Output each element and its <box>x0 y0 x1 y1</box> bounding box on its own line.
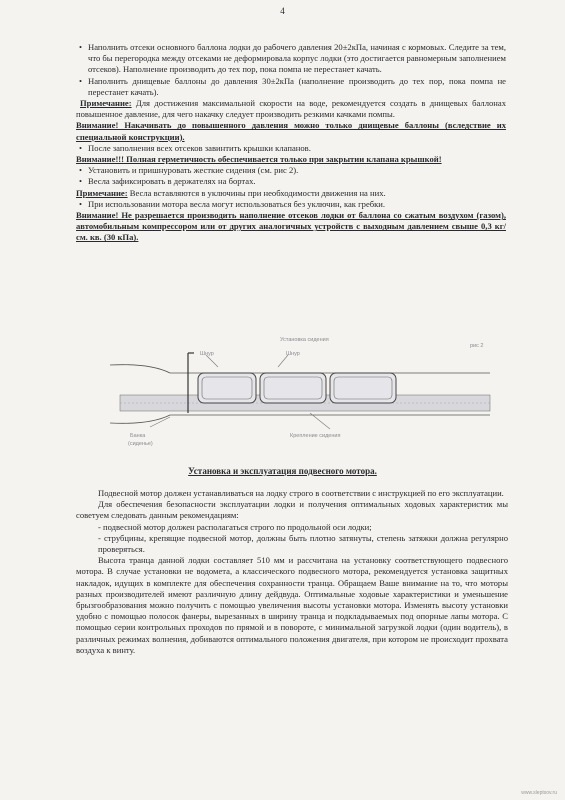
bullet-oars-as-paddles: • При использовании мотора весла могут использоваться без уключин, как гребки. <box>76 199 506 210</box>
diagram-label-shnur-2: Шнур <box>286 351 300 357</box>
seat-installation-diagram <box>110 333 500 463</box>
diagram-label-banka-2: (сиденье) <box>128 441 153 447</box>
para-transom-height: Высота транца данной лодки составляет 510 мм и рассчитана на установку соответствующего подвесного мотора. В случае установки не водомета, а классического подвесного мотора, рекомендуется установка защитных накладок, идущих в комплекте для обеспечения сохранности транца. Обращаем Ваше внимание на то, что моторы разных производителей имеют различную длину дейдвуда. Оптимальные ходовые характеристики и уменьшение брызгообразования можно получить с помощью увеличения высоты установки мотора. Изменять высоту установки удобно с помощью полосок фанеры, вырезанных в ширину транца и подкладываемых под опорные лапы мотора. С помощью серии контрольных проходов по прямой и в повороте, с минимальной загрузкой лодки (один водитель), в различных режимах волнения, добиваются оптимального положения двигателя, при котором не происходит прохвата воздуха к винту. <box>76 555 508 655</box>
diagram-label-top: Установка сидения <box>280 337 329 343</box>
note-label: Примечание: <box>80 98 132 109</box>
diagram-label-banka: Банка <box>130 433 146 439</box>
seat-segment-2 <box>260 373 326 403</box>
diagram-label-kreplenie: Крепление сидения <box>290 433 341 439</box>
para-motor-instruction: Подвесной мотор должен устанавливаться на лодку строго в соответствии с инструкцией по его эксплуатации. <box>98 488 504 498</box>
warning-valve-seal: Внимание!!! Полная герметичность обеспечивается только при закрытии клапана крышкой! <box>76 154 442 165</box>
page-number: 4 <box>280 6 285 16</box>
section-title: Установка и эксплуатация подвесного мотора. <box>188 466 377 476</box>
dash-clamps: - струбцины, крепящие подвесной мотор, должны быть плотно затянуты, степень затяжки должна регулярно проверяться. <box>98 532 508 555</box>
bullet-fix-oars: • Весла зафиксировать в держателях на бортах. <box>76 176 506 187</box>
seat-segment-1 <box>198 373 256 403</box>
note-text: Для достижения максимальной скорости на воде, рекомендуется создать в днищевых баллонах повышенное давление, для чего накачку следует производить резкими качками помпы. <box>76 98 506 120</box>
footer-watermark: www.sleptsov.ru <box>521 790 557 796</box>
warning-compressed-air: Внимание! Не разрешается производить наполнение отсеков лодки от баллона со сжатым воздухом (газом), автомобильным компрессором или от других аналогичных устройств с выходным давлением свыше 0,3 кг/см. кв. (30 кПа). <box>76 210 506 243</box>
diagram-label-shnur-1: Шнур <box>200 351 214 357</box>
instructions-bottom <box>76 488 508 656</box>
diagram-label-fig: рис 2 <box>470 343 484 349</box>
bullet-close-valves: • После заполнения всех отсеков завинтить крышки клапанов. <box>76 143 506 154</box>
bullet-install-seats: • Установить и пришнуровать жесткие сидения (см. рис 2). <box>76 165 506 176</box>
note-oarlocks <box>76 188 506 199</box>
warning-bottom-pressure: Внимание! Накачивать до повышенного давления можно только днищевые баллоны (вследствие их специальной конструкции). <box>76 120 506 142</box>
note-text-2: Весла вставляются в уключины при необходимости движения на них. <box>127 187 386 198</box>
bullet-fill-main-chambers: • Наполнить отсеки основного баллона лодки до рабочего давления 20±2кПа, начиная с кормовых. Следите за тем, что бы перегородка между отсеками не деформировала корпус лодки (это достигается равномерным заполнением отсеков). Наполнение производить до тех пор, пока помпа не перестанет качать. <box>76 42 506 76</box>
seat-segment-3 <box>330 373 396 403</box>
para-safety: Для обеспечения безопасности эксплуатации лодки и получения оптимальных ходовых характеристик мы советуем следовать данным рекомендациям: <box>76 499 508 521</box>
instructions-top <box>76 42 506 244</box>
note-max-speed <box>76 98 506 120</box>
dash-motor-axis: - подвесной мотор должен располагаться строго по продольной оси лодки; <box>98 521 372 532</box>
bullet-fill-bottom-balloons: • Наполнить днищевые баллоны до давления 30±2кПа (наполнение производить до тех пор, пока помпа не перестанет качать). <box>76 76 506 98</box>
note-label-2: Примечание: <box>76 187 128 198</box>
